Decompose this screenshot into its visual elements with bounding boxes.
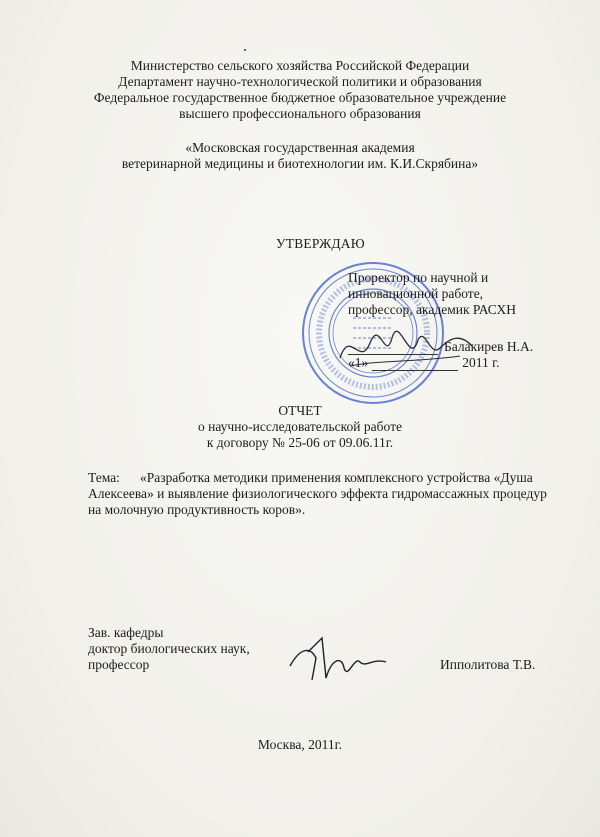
academy-header bbox=[0, 140, 600, 172]
approval-position bbox=[348, 270, 516, 318]
chair-line-3: профессор bbox=[88, 657, 150, 672]
date-day: 1 bbox=[354, 355, 362, 370]
position-line-2: инновационной работе, bbox=[348, 286, 484, 301]
topic-paragraph bbox=[88, 470, 558, 518]
city-year: Москва, 2011г. bbox=[257, 737, 343, 752]
chair-name: Ипполитова Т.В. bbox=[440, 657, 536, 672]
academy-line-2: ветеринарной медицины и биотехнологии им. К.И.Скрябина» bbox=[121, 156, 479, 171]
topic-label: Тема: bbox=[88, 470, 120, 485]
institution-line: Федеральное государственное бюджетное образовательное учреждение bbox=[93, 90, 507, 105]
report-title: ОТЧЕТ bbox=[278, 403, 322, 418]
ministry-header bbox=[0, 58, 600, 122]
report-subtitle: о научно-исследовательской работе bbox=[198, 419, 402, 434]
position-line-1: Проректор по научной и bbox=[348, 270, 489, 285]
approver-signature-icon bbox=[330, 318, 480, 378]
position-line-3: профессор, академик РАСХН bbox=[348, 302, 516, 317]
stray-mark bbox=[244, 49, 246, 51]
chair-line-2: доктор биологических наук, bbox=[88, 641, 250, 656]
chair-signature-icon bbox=[282, 628, 392, 688]
date-year: 2011 г. bbox=[462, 355, 500, 370]
ministry-line: Министерство сельского хозяйства Российской Федерации bbox=[130, 58, 470, 73]
approver-name: Балакирев Н.А. bbox=[444, 339, 534, 354]
academy-line-1: «Московская государственная академия bbox=[185, 140, 415, 155]
report-contract: к договору № 25-06 от 09.06.11г. bbox=[206, 435, 394, 450]
date-close-quote: » bbox=[361, 355, 369, 370]
approval-title: УТВЕРЖДАЮ bbox=[276, 236, 365, 251]
report-heading bbox=[0, 403, 600, 451]
topic-text: «Разработка методики применения комплексного устройства «Душа Алексеева» и выявление физиологического эффекта гидромассажных процедур на молочную продуктивность коров». bbox=[88, 470, 547, 517]
department-line: Департамент научно-технологической политики и образования bbox=[118, 74, 482, 89]
chair-block bbox=[88, 625, 250, 673]
education-line: высшего профессионального образования bbox=[179, 106, 421, 121]
chair-line-1: Зав. кафедры bbox=[88, 625, 164, 640]
date-open-quote: « bbox=[348, 355, 355, 370]
